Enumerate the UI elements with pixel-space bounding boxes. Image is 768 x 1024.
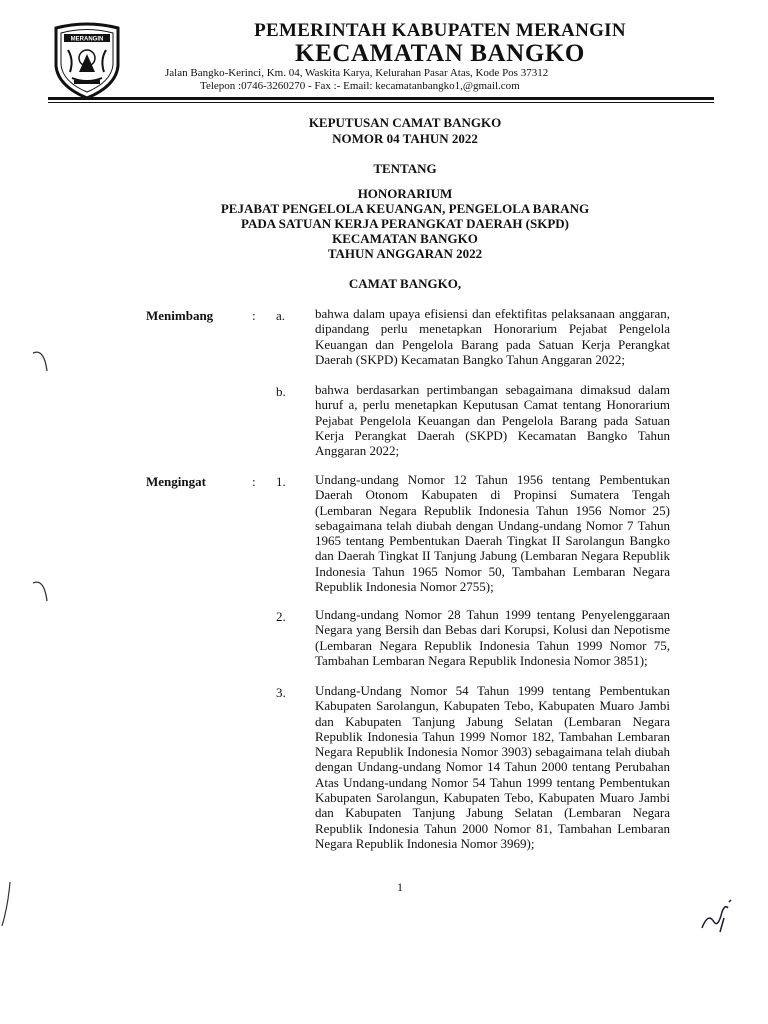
decree-subject-line-3: PADA SATUAN KERJA PERANGKAT DAERAH (SKPD) — [240, 216, 570, 231]
mengingat-item-text: Undang-undang Nomor 12 Tahun 1956 tentang Pembentukan Daerah Otonom Kabupaten di Propinsi Sumatera Tengah (Lembaran Negara Republik Indonesia Tahun 1956 Nomor 25) sebagaimana telah diubah dengan Undang-undang Nomor 7 Tahun 1965 tentang Pembentukan Daerah Tingkat II Sarolangun Bangko dan Daerah Tingkat II Tanjung Jabung (Lembaran Negara Republik Indonesia Tahun 1965 Nomor 50, Tambahan Lembaran Negara Republik Indonesia Nomor 2755); — [315, 472, 670, 595]
mengingat-item-mark: 2. — [276, 609, 286, 624]
decree-subject-line-5: TAHUN ANGGARAN 2022 — [327, 246, 483, 261]
margin-tick-mark — [30, 575, 52, 605]
decree-about: TENTANG — [373, 161, 437, 176]
margin-tick-mark — [30, 345, 52, 375]
decree-issuer: CAMAT BANGKO, — [348, 276, 462, 291]
letterhead-government-name: PEMERINTAH KABUPATEN MERANGIN — [254, 20, 626, 41]
menimbang-item-text: bahwa dalam upaya efisiensi dan efektifitas pelaksanaan anggaran, dipandang perlu menetapkan Honorarium Pejabat Pengelola Keuangan dan Pengelola Barang pada Satuan Kerja Perangkat Daerah (SKPD) Kecamatan Bangko Tahun Anggaran 2022; — [315, 306, 670, 367]
menimbang-item-mark: a. — [276, 308, 286, 323]
scan-edge-mark — [0, 880, 14, 930]
mengingat-label: Mengingat — [146, 474, 206, 489]
svg-text:MERANGIN: MERANGIN — [70, 36, 104, 43]
decree-subject-line-1: HONORARIUM — [357, 186, 453, 201]
menimbang-item-text: bahwa berdasarkan pertimbangan sebagaimana dimaksud dalam huruf a, perlu menetapkan Keputusan Camat tentang Honorarium Pejabat Pengelola Keuangan dan Pengelola Barang pada Satuan Kerja Perangkat Daerah (SKPD) Kecamatan Bangko Tahun Anggaran 2022; — [315, 382, 670, 459]
mengingat-colon: : — [252, 474, 256, 489]
mengingat-item-mark: 1. — [276, 474, 286, 489]
letterhead-divider-thin — [48, 102, 714, 103]
menimbang-colon: : — [252, 308, 256, 323]
mengingat-item-text: Undang-Undang Nomor 54 Tahun 1999 tentang Pembentukan Kabupaten Sarolangun, Kabupaten Tebo, Kabupaten Muaro Jambi dan Kabupaten Tanjung Jabung Selatan (Lembaran Negara Republik Indonesia Tahun 1999 Nomor 182, Tambahan Lembaran Negara Republik Indonesia Nomor 3903) sebagaimana telah diubah dengan Undang-undang Nomor 14 Tahun 2000 tentang Perubahan Atas Undang-undang Nomor 54 Tahun 1999 tentang Pembentukan Kabupaten Sarolangun, Kabupaten Tebo, Kabupaten Muaro Jambi dan Kabupaten Tanjung Jabung Selatan (Lembaran Negara Republik Indonesia Tahun 2000 Nomor 81, Tambahan Lembaran Negara Republik Indonesia Nomor 3969); — [315, 683, 670, 851]
regency-emblem-logo — [50, 20, 124, 100]
letterhead-address: Jalan Bangko-Kerinci, Km. 04, Waskita Karya, Kelurahan Pasar Atas, Kode Pos 37312 — [165, 67, 549, 79]
decree-subject-line-4: KECAMATAN BANGKO — [332, 231, 478, 246]
decree-number: NOMOR 04 TAHUN 2022 — [332, 131, 478, 146]
menimbang-label: Menimbang — [146, 308, 214, 323]
paraf-initial-signature — [698, 898, 738, 940]
letterhead-district-name: KECAMATAN BANGKO — [295, 40, 585, 67]
page-number: 1 — [397, 880, 403, 894]
mengingat-item-mark: 3. — [276, 685, 286, 700]
decree-subject-line-2: PEJABAT PENGELOLA KEUANGAN, PENGELOLA BARANG — [220, 201, 590, 216]
letterhead-divider-thick — [48, 97, 714, 100]
letterhead-contact: Telepon :0746-3260270 - Fax :- Email: kecamatanbangko1,@gmail.com — [200, 80, 520, 92]
mengingat-item-text: Undang-undang Nomor 28 Tahun 1999 tentang Penyelenggaraan Negara yang Bersih dan Bebas dari Korupsi, Kolusi dan Nepotisme (Lembaran Negara Republik Indonesia Tahun 1999 Nomor 75, Tambahan Lembaran Negara Republik Indonesia Nomor 3851); — [315, 607, 670, 668]
menimbang-item-mark: b. — [276, 384, 286, 399]
decree-title: KEPUTUSAN CAMAT BANGKO — [308, 115, 502, 130]
